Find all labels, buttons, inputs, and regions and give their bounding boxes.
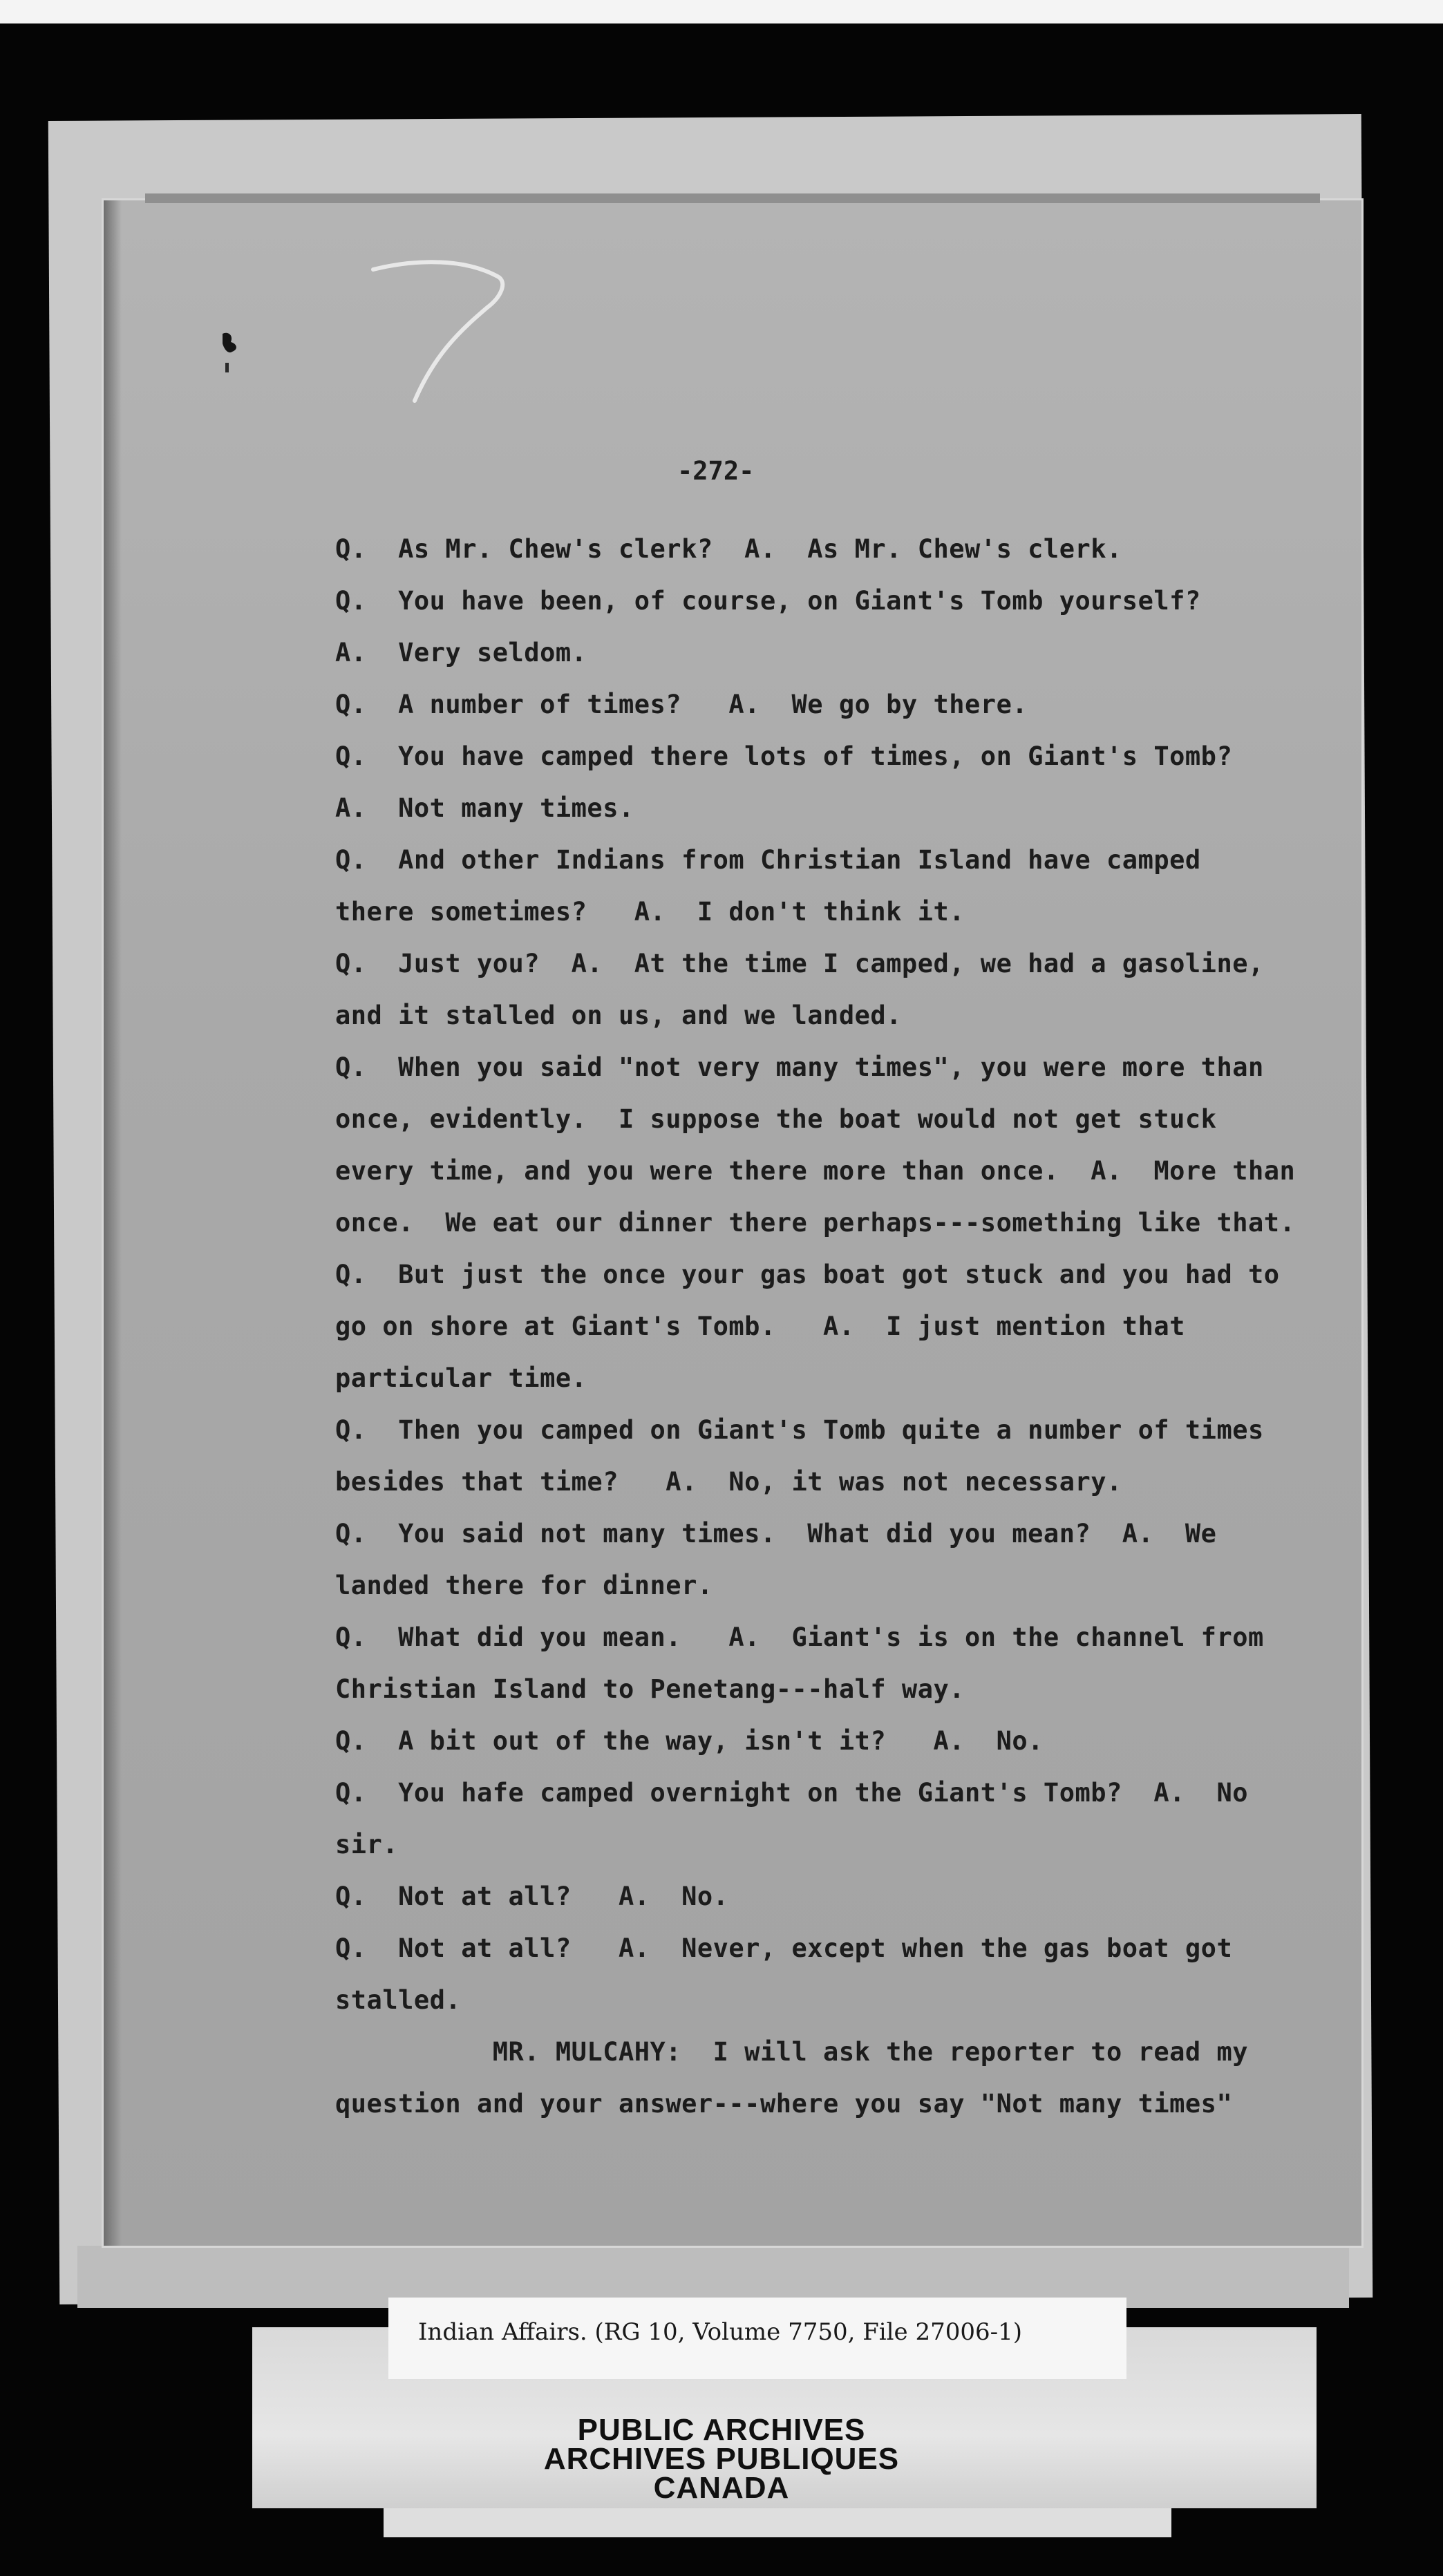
archive-reference: Indian Affairs. (RG 10, Volume 7750, File 27006-1)	[418, 2318, 1023, 2346]
text-line: Q. What did you mean. A. Giant's is on the channel from	[335, 1622, 1264, 1652]
text-line: Q. You said not many times. What did you mean? A. We	[335, 1519, 1217, 1549]
page-top-edge	[145, 193, 1320, 203]
text-line: Q. Then you camped on Giant's Tomb quite a number of times	[335, 1415, 1264, 1445]
text-line: Q. But just the once your gas boat got stuck and you had to	[335, 1260, 1280, 1289]
text-line: Q. Not at all? A. Never, except when the gas boat got	[335, 1933, 1233, 1963]
text-line: A. Not many times.	[335, 793, 634, 823]
text-line: once, evidently. I suppose the boat would not get stuck	[335, 1104, 1217, 1134]
text-line: Q. Not at all? A. No.	[335, 1882, 729, 1911]
text-line: Q. You have been, of course, on Giant's Tomb yourself?	[335, 586, 1201, 616]
text-line: sir.	[335, 1830, 399, 1859]
stamp-line-public-archives: PUBLIC ARCHIVES	[577, 2413, 866, 2447]
text-line: every time, and you were there more than once. A. More than	[335, 1156, 1296, 1186]
text-line: go on shore at Giant's Tomb. A. I just mention that	[335, 1311, 1185, 1341]
archive-stamp-strip	[384, 2508, 1171, 2537]
text-line: MR. MULCAHY: I will ask the reporter to read my	[335, 2037, 1249, 2067]
text-line: there sometimes? A. I don't think it.	[335, 897, 965, 927]
text-line: Q. And other Indians from Christian Island have camped	[335, 845, 1201, 875]
text-line: Christian Island to Penetang---half way.	[335, 1674, 965, 1704]
text-line: once. We eat our dinner there perhaps---something like that.	[335, 1208, 1296, 1238]
scan-top-border	[0, 0, 1443, 23]
text-line: Q. A number of times? A. We go by there.	[335, 690, 1028, 719]
stamp-line-archives-publiques: ARCHIVES PUBLIQUES	[543, 2442, 900, 2476]
text-line: besides that time? A. No, it was not necessary.	[335, 1467, 1122, 1497]
text-line: Q. You have camped there lots of times, on Giant's Tomb?	[335, 741, 1233, 771]
text-line: A. Very seldom.	[335, 638, 587, 667]
text-line: Q. Just you? A. At the time I camped, we had a gasoline,	[335, 949, 1264, 978]
text-line: stalled.	[335, 1985, 462, 2015]
text-line: landed there for dinner.	[335, 1571, 713, 1600]
ink-blot-icon	[218, 328, 246, 377]
text-line: Q. When you said "not very many times", you were more than	[335, 1052, 1264, 1082]
page-number: -272-	[677, 456, 755, 486]
text-line: Q. You hafe camped overnight on the Giant's Tomb? A. No	[335, 1778, 1249, 1808]
text-line: particular time.	[335, 1363, 587, 1393]
text-line: Q. A bit out of the way, isn't it? A. No.	[335, 1726, 1044, 1756]
page-left-shadow	[104, 200, 122, 2246]
text-line: Q. As Mr. Chew's clerk? A. As Mr. Chew's clerk.	[335, 534, 1122, 564]
stamp-line-canada: CANADA	[653, 2471, 790, 2505]
text-line: and it stalled on us, and we landed.	[335, 1001, 902, 1030]
handwritten-seven-mark	[359, 249, 525, 422]
text-line: question and your answer---where you say "Not many times"	[335, 2089, 1233, 2119]
